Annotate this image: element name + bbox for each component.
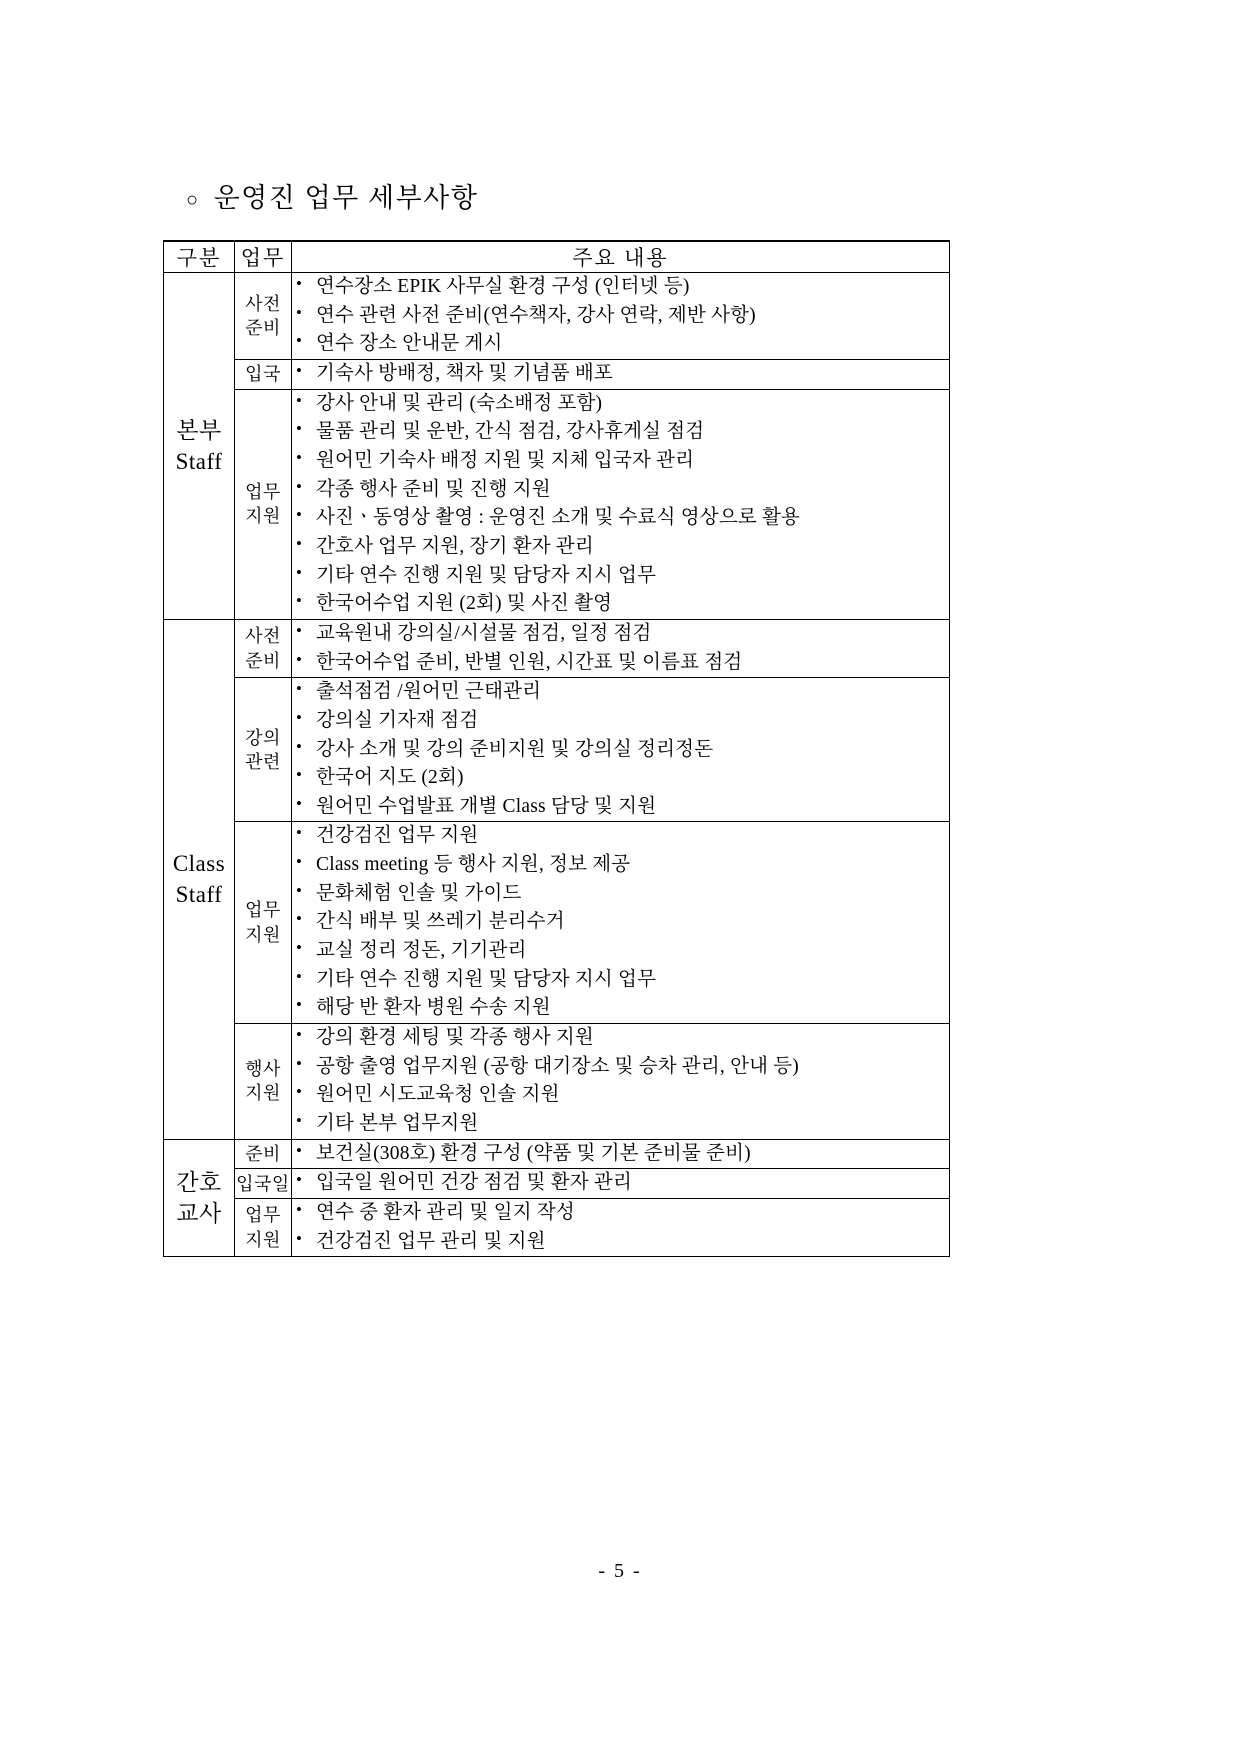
task-cell: 입국 <box>235 359 292 389</box>
content-cell <box>292 359 950 389</box>
duty-list-item: • 강사 안내 및 관리 (숙소배정 포함) <box>292 390 949 419</box>
duty-list-item: • 기타 연수 진행 지원 및 담당자 지시 업무 <box>292 562 949 591</box>
duty-list <box>292 1140 949 1169</box>
content-cell <box>292 1139 950 1169</box>
page-title <box>186 176 478 215</box>
duty-list-item: • 간식 배부 및 쓰레기 분리수거 <box>292 908 949 937</box>
content-cell <box>292 1199 950 1257</box>
duty-list <box>292 1169 949 1198</box>
task-cell: 행사 지원 <box>235 1024 292 1140</box>
task-cell: 업무 지원 <box>235 822 292 1024</box>
content-cell <box>292 273 950 360</box>
duty-list <box>292 822 949 1023</box>
bullet-marker: ○ <box>186 189 200 212</box>
task-cell: 강의 관련 <box>235 678 292 822</box>
table-row <box>164 678 950 822</box>
table-header-cell-1: 구분 <box>164 241 235 273</box>
duty-list-item: • 한국어수업 준비, 반별 인원, 시간표 및 이름표 점검 <box>292 649 949 678</box>
duty-list <box>292 273 949 359</box>
task-cell: 사전 준비 <box>235 273 292 360</box>
duty-list-item: • 기타 연수 진행 지원 및 담당자 지시 업무 <box>292 966 949 995</box>
group-cell: 간호 교사 <box>164 1139 235 1257</box>
table-row <box>164 1169 950 1199</box>
duty-list-item: • 해당 반 환자 병원 수송 지원 <box>292 994 949 1023</box>
staff-duties-table <box>163 240 950 1257</box>
duty-list-item: • 간호사 업무 지원, 장기 환자 관리 <box>292 533 949 562</box>
task-cell: 업무 지원 <box>235 1199 292 1257</box>
duty-list <box>292 678 949 821</box>
table-row <box>164 1024 950 1140</box>
duty-list-item: • 강의 환경 세팅 및 각종 행사 지원 <box>292 1024 949 1053</box>
table-header-cell-3: 주요 내용 <box>292 241 950 273</box>
duty-list-item: • 기타 본부 업무지원 <box>292 1110 949 1139</box>
duty-list-item: • 연수장소 EPIK 사무실 환경 구성 (인터넷 등) <box>292 273 949 302</box>
task-cell: 준비 <box>235 1139 292 1169</box>
table-row <box>164 389 950 619</box>
duty-list-item: • 한국어 지도 (2회) <box>292 764 949 793</box>
duty-list-item: • 한국어수업 지원 (2회) 및 사진 촬영 <box>292 590 949 619</box>
table-row <box>164 1199 950 1257</box>
table-row <box>164 273 950 360</box>
page-footer: - 5 - <box>598 1560 642 1582</box>
duty-list-item: • 건강검진 업무 관리 및 지원 <box>292 1228 949 1257</box>
content-cell <box>292 619 950 677</box>
duty-list-item: • Class meeting 등 행사 지원, 정보 제공 <box>292 851 949 880</box>
duty-list <box>292 360 949 389</box>
duty-list-item: • 강의실 기자재 점검 <box>292 707 949 736</box>
duty-list-item: • 보건실(308호) 환경 구성 (약품 및 기본 준비물 준비) <box>292 1140 949 1169</box>
table-row <box>164 1139 950 1169</box>
duty-list-item: • 원어민 기숙사 배정 지원 및 지체 입국자 관리 <box>292 447 949 476</box>
duty-list-item: • 연수 관련 사전 준비(연수책자, 강사 연락, 제반 사항) <box>292 302 949 331</box>
duty-list-item: • 물품 관리 및 운반, 간식 점검, 강사휴게실 점검 <box>292 418 949 447</box>
duty-list <box>292 1199 949 1256</box>
group-cell: 본부 Staff <box>164 273 235 620</box>
duty-list-item: • 원어민 수업발표 개별 Class 담당 및 지원 <box>292 793 949 822</box>
table-header-row <box>164 241 950 273</box>
content-cell <box>292 1024 950 1140</box>
table-row <box>164 619 950 677</box>
duty-list-item: • 사진ㆍ동영상 촬영 : 운영진 소개 및 수료식 영상으로 활용 <box>292 504 949 533</box>
duty-list-item: • 건강검진 업무 지원 <box>292 822 949 851</box>
duty-list <box>292 1024 949 1139</box>
task-cell: 업무 지원 <box>235 389 292 619</box>
content-cell <box>292 822 950 1024</box>
duty-list-item: • 교육원내 강의실/시설물 점검, 일정 점검 <box>292 620 949 649</box>
content-cell <box>292 678 950 822</box>
duty-list-item: • 강사 소개 및 강의 준비지원 및 강의실 정리정돈 <box>292 736 949 765</box>
duty-list-item: • 출석점검 /원어민 근태관리 <box>292 678 949 707</box>
table-row <box>164 359 950 389</box>
content-cell <box>292 389 950 619</box>
duty-list-item: • 연수 중 환자 관리 및 일지 작성 <box>292 1199 949 1228</box>
duty-list-item: • 기숙사 방배정, 책자 및 기념품 배포 <box>292 360 949 389</box>
duty-list <box>292 620 949 677</box>
page-title-text: 운영진 업무 세부사항 <box>213 183 479 213</box>
duty-list-item: • 원어민 시도교육청 인솔 지원 <box>292 1081 949 1110</box>
group-cell: Class Staff <box>164 619 235 1139</box>
duty-list-item: • 각종 행사 준비 및 진행 지원 <box>292 476 949 505</box>
task-cell: 입국일 <box>235 1169 292 1199</box>
task-cell: 사전 준비 <box>235 619 292 677</box>
duty-list-item: • 공항 출영 업무지원 (공항 대기장소 및 승차 관리, 안내 등) <box>292 1053 949 1082</box>
duty-list <box>292 390 949 619</box>
content-cell <box>292 1169 950 1199</box>
duty-list-item: • 입국일 원어민 건강 점검 및 환자 관리 <box>292 1169 949 1198</box>
duty-list-item: • 교실 정리 정돈, 기기관리 <box>292 937 949 966</box>
duty-list-item: • 문화체험 인솔 및 가이드 <box>292 880 949 909</box>
duty-list-item: • 연수 장소 안내문 게시 <box>292 330 949 359</box>
table-row <box>164 822 950 1024</box>
table-header-cell-2: 업무 <box>235 241 292 273</box>
